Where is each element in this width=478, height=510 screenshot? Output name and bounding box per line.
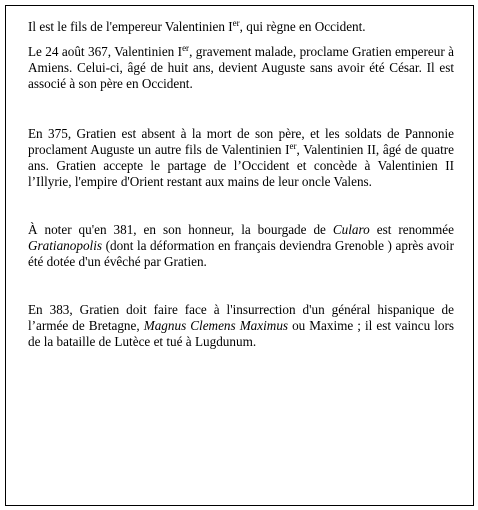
paragraph-1 (28, 19, 454, 35)
text-box-content (28, 12, 454, 350)
paragraph-4-italic-gratianopolis: Gratianopolis (28, 238, 103, 253)
paragraph-4-text-b: est renommée (369, 222, 454, 237)
paragraph-3-text-a: En 375, Gratien est absent à la mort de son père, et les soldats de Pannonie proclament Auguste un autre fils de Valentinien I (28, 126, 454, 157)
paragraph-5-italic-maximus: Magnus Clemens Maximus (143, 318, 289, 333)
paragraph-1-text-b: , qui règne en Occident. (239, 19, 366, 34)
paragraph-1-superscript: er (232, 18, 240, 28)
paragraph-2-superscript: er (182, 43, 190, 53)
paragraph-4-text-c: (dont la déformation en français deviendra Grenoble ) après avoir été dotée d'un évêché par Gratien. (28, 238, 454, 269)
paragraph-1-text-a: Il est le fils de l'empereur Valentinien I (28, 19, 233, 34)
paragraph-4 (28, 222, 454, 270)
paragraph-5 (28, 302, 454, 350)
paragraph-2 (28, 44, 454, 92)
paragraph-3 (28, 126, 454, 190)
paragraph-4-italic-cularo: Cularo (332, 222, 370, 237)
paragraph-4-text-a: À noter qu'en 381, en son honneur, la bourgade de (28, 222, 333, 237)
text-box-frame (5, 5, 474, 506)
paragraph-3-text-b: , Valentinien II, âgé de quatre ans. Gratien accepte le partage de l’Occident et concède à Valentinien II l’Illyrie, l'empire d'Orient restant aux mains de leur oncle Valens. (28, 142, 454, 189)
paragraph-2-text-a: Le 24 août 367, Valentinien I (28, 44, 183, 59)
paragraph-5-text-b: ou Maxime ; il est vaincu lors de la bataille de Lutèce et tué à Lugdunum. (28, 318, 454, 349)
paragraph-3-superscript: er (289, 141, 297, 151)
paragraph-5-text-a: En 383, Gratien doit faire face à l'insurrection d'un général hispanique de l’armée de Bretagne, (28, 302, 454, 333)
paragraph-2-text-b: , gravement malade, proclame Gratien empereur à Amiens. Celui-ci, âgé de huit ans, devient Auguste sans avoir été César. Il est associé à son père en Occident. (28, 44, 454, 91)
